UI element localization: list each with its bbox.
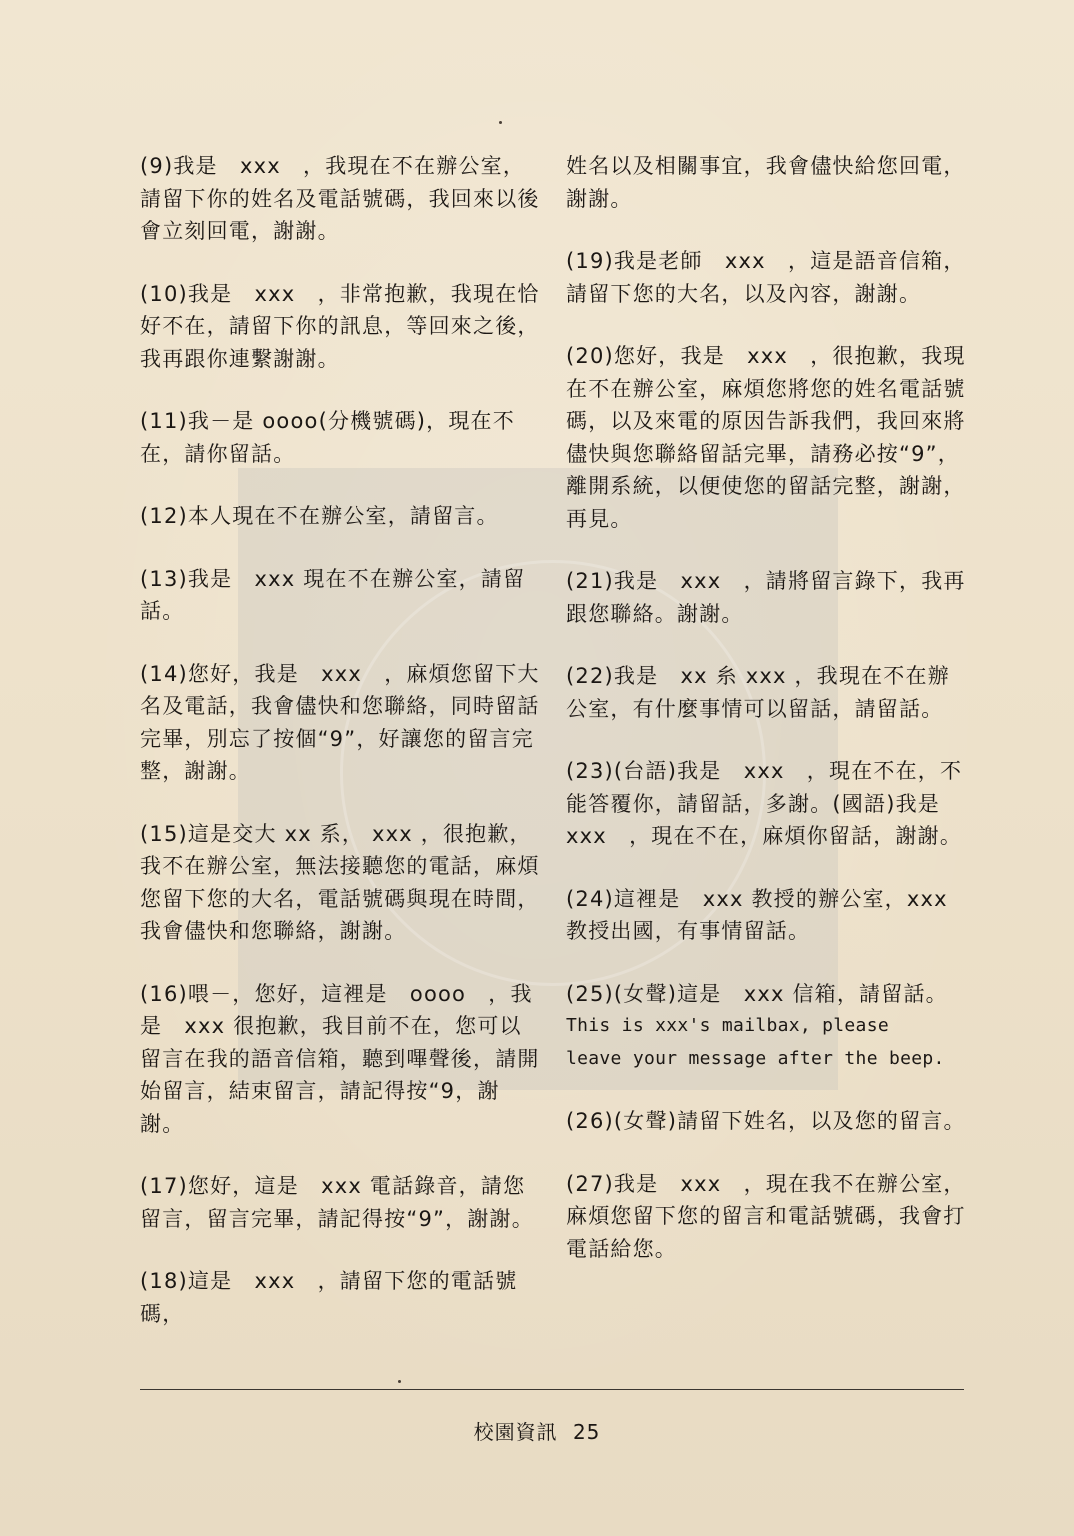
message-entry-20: (20)您好，我是 xxx ，很抱歉，我現在不在辦公室，麻煩您將您的姓名電話號碼，以及來電的原因告訴我們，我回來將儘快與您聯絡留話完畢，請務必按“9”，離開系統，以便使您的留話完整，謝謝，再見。 (566, 344, 966, 531)
message-entry-25 (566, 978, 970, 1076)
paper-speck (398, 1380, 401, 1383)
message-entry-15: (15)這是交大 xx 系， xxx ，很抱歉，我不在辦公室，無法接聽您的電話，麻煩您留下您的大名，電話號碼與現在時間，我會儘快和您聯絡，謝謝。 (140, 821, 540, 943)
message-entry-16: (16)喂－，您好，這裡是 oooo ，我是 xxx 很抱歉，我目前不在，您可以留言在我的語音信箱，聽到嗶聲後，請開始留言，結束留言，請記得按“9，謝謝。 (140, 981, 540, 1136)
message-entry-24: (24)這裡是 xxx 教授的辦公室，xxx 教授出國，有事情留話。 (566, 886, 948, 943)
message-entry-13: (13)我是 xxx 現在不在辦公室，請留話。 (140, 566, 526, 623)
message-entry-21: (21)我是 xxx ，請將留言錄下，我再跟您聯絡。謝謝。 (566, 569, 966, 626)
message-entry-25-english-line-2: leave your message after the beep. (566, 1047, 945, 1069)
message-entry-14: (14)您好，我是 xxx ，麻煩您留下大名及電話，我會儘快和您聯絡，同時留話完畢，別忘了按個“9”，好讓您的留言完整，謝謝。 (140, 661, 540, 783)
paper-speck (499, 121, 502, 124)
message-entry-25-chinese: (25)(女聲)這是 xxx 信箱，請留話。 (566, 981, 948, 1006)
message-entry-17: (17)您好，這是 xxx 電話錄音，請您留言，留言完畢，請記得按“9”，謝謝。 (140, 1174, 534, 1231)
message-entry-9: (9)我是 xxx ，我現在不在辦公室，請留下你的姓名及電話號碼，我回來以後會立刻回電，謝謝。 (140, 154, 540, 243)
footer-divider (140, 1389, 964, 1390)
message-entry-11: (11)我－是 oooo(分機號碼)，現在不在，請你留話。 (140, 409, 515, 466)
message-entry-10: (10)我是 xxx ，非常抱歉，我現在恰好不在，請留下你的訊息，等回來之後，我再跟你連繫謝謝。 (140, 281, 540, 371)
left-column (140, 150, 540, 1360)
message-entry-27: (27)我是 xxx ，現在我不在辦公室，麻煩您留下您的留言和電話號碼，我會打電話給您。 (566, 1171, 966, 1261)
publication-title: 校園資訊 (473, 1420, 558, 1444)
message-entry-18-continued: 姓名以及相關事宜，我會儘快給您回電，謝謝。 (566, 154, 966, 211)
right-column (566, 150, 970, 1295)
page-number: 25 (572, 1420, 601, 1444)
message-entry-12: (12)本人現在不在辦公室，請留言。 (140, 504, 499, 528)
message-entry-18: (18)這是 xxx ，請留下您的電話號碼， (140, 1269, 518, 1326)
page-footer (0, 1416, 1074, 1445)
message-entry-25-english-line-1: This is xxx's mailbax, please (566, 1015, 889, 1036)
message-entry-22: (22)我是 xx 糸 xxx ，我現在不在辦公室，有什麼事情可以留話，請留話。 (566, 664, 950, 721)
message-entry-26: (26)(女聲)請留下姓名，以及您的留言。 (566, 1109, 966, 1133)
message-entry-23: (23)(台語)我是 xxx ，現在不在，不能答覆你，請留話，多謝。(國語)我是 xxx ，現在不在，麻煩你留話，謝謝。 (566, 759, 963, 848)
message-entry-19: (19)我是老師 xxx ，這是語音信箱，請留下您的大名，以及內容，謝謝。 (566, 249, 966, 306)
